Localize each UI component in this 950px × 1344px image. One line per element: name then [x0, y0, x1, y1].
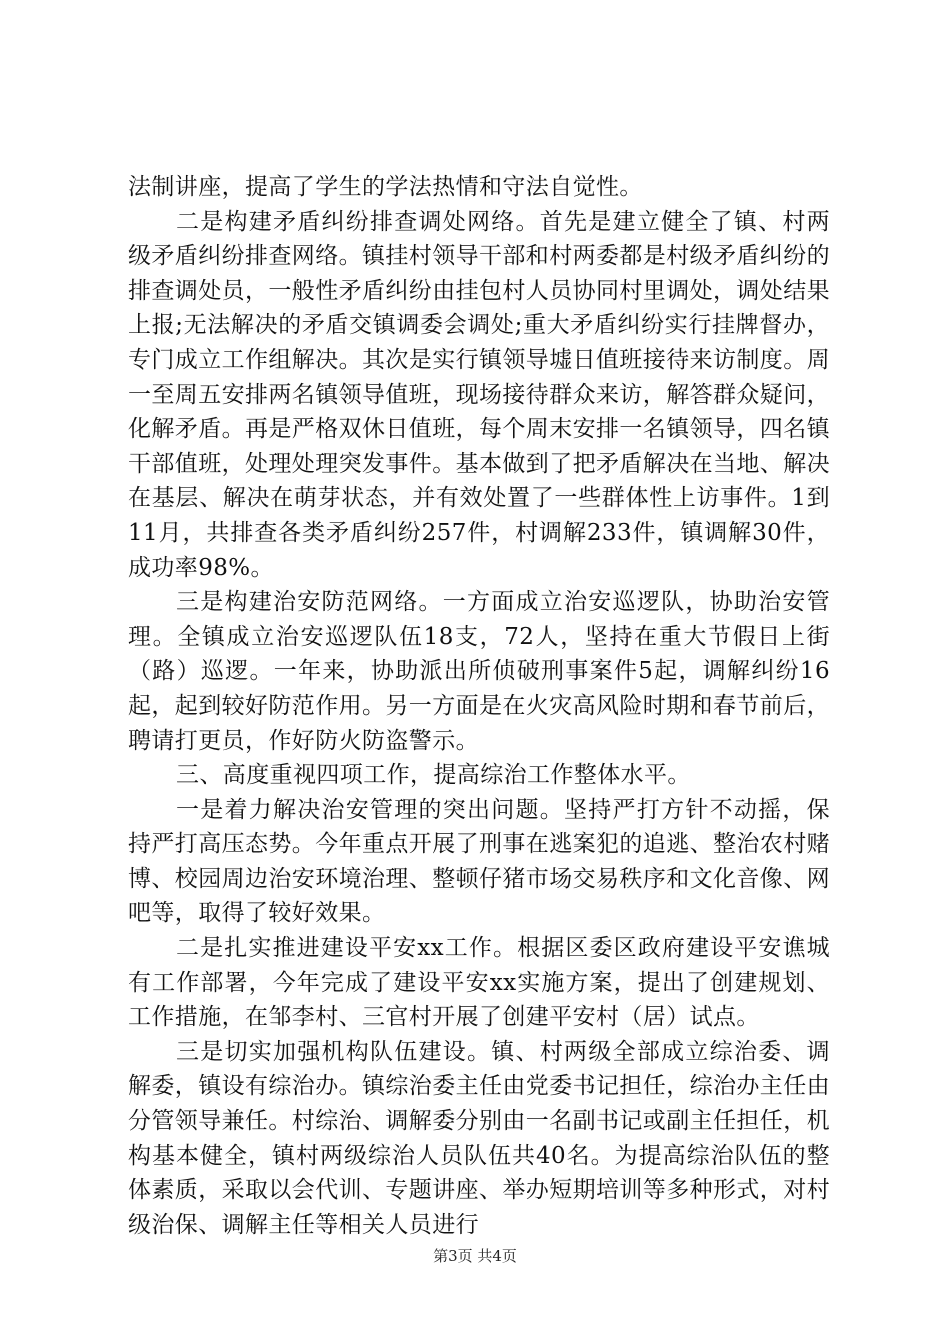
- page-footer: 第3页 共4页: [433, 1247, 517, 1265]
- document-body: [128, 170, 830, 1242]
- paragraph-1: 法制讲座，提高了学生的学法热情和守法自觉性。: [128, 174, 643, 200]
- paragraph-4: 一是着力解决治安管理的突出问题。坚持严打方针不动摇，保持严打高压态势。今年重点开展了刑事在逃案犯的追逃、整治农村赌博、校园周边治安环境治理、整顿仔猪市场交易秩序和文化音像、网吧等，取得了较好效果。: [128, 796, 830, 927]
- section-heading: 三、高度重视四项工作，提高综治工作整体水平。: [176, 762, 691, 789]
- paragraph-5: 二是扎实推进建设平安xx工作。根据区委区政府建设平安谯城有工作部署，今年完成了建设平安xx实施方案，提出了创建规划、工作措施，在邹李村、三官村开展了创建平安村（居）试点。: [128, 935, 830, 1031]
- paragraph-2: 二是构建矛盾纠纷排查调处网络。首先是建立健全了镇、村两级矛盾纠纷排查网络。镇挂村领导干部和村两委都是村级矛盾纠纷的排查调处员，一般性矛盾纠纷由挂包村人员协同村里调处，调处结果上报;无法解决的矛盾交镇调委会调处;重大矛盾纠纷实行挂牌督办，专门成立工作组解决。其次是实行镇领导墟日值班接待来访制度。周一至周五安排两名镇领导值班，现场接待群众来访，解答群众疑问，化解矛盾。再是严格双休日值班，每个周末安排一名镇领导，四名镇干部值班，处理处理突发事件。基本做到了把矛盾解决在当地、解决在基层、解决在萌芽状态，并有效处置了一些群体性上访事件。1到11月，共排查各类矛盾纠纷257件，村调解233件，镇调解30件，成功率98%。: [128, 208, 830, 581]
- paragraph-6: 三是切实加强机构队伍建设。镇、村两级全部成立综治委、调解委，镇设有综治办。镇综治委主任由党委书记担任，综治办主任由分管领导兼任。村综治、调解委分别由一名副书记或副主任担任，机构基本健全，镇村两级综治人员队伍共40名。为提高综治队伍的整体素质，采取以会代训、专题讲座、举办短期培训等多种形式，对村级治保、调解主任等相关人员进行: [128, 1038, 830, 1238]
- paragraph-3: 三是构建治安防范网络。一方面成立治安巡逻队，协助治安管理。全镇成立治安巡逻队伍18支，72人，坚持在重大节假日上街（路）巡逻。一年来，协助派出所侦破刑事案件5起，调解纠纷16起，起到较好防范作用。另一方面是在火灾高风险时期和春节前后，聘请打更员，作好防火防盗警示。: [128, 589, 830, 754]
